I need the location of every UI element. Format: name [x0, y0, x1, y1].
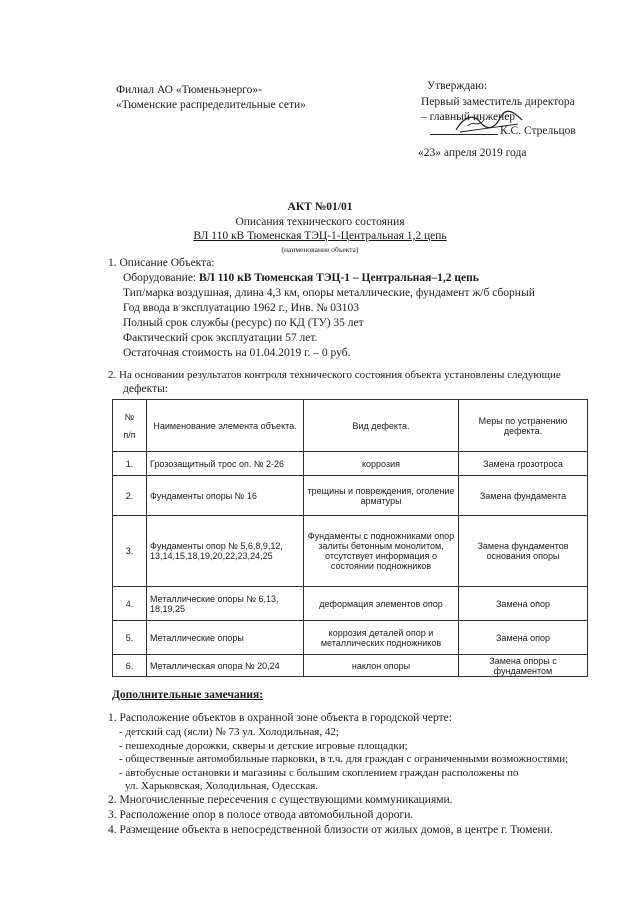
header-fix: Меры по устранению дефекта.: [459, 400, 588, 452]
header-num: [113, 400, 147, 452]
note-sub-item: - общественные автомобильные парковки, в т.ч. для граждан с ограниченными возможностями;: [119, 753, 569, 766]
equipment-value: ВЛ 110 кВ Тюменская ТЭЦ-1 – Центральная–1,2 цепь: [199, 272, 479, 284]
row-num: 3.: [113, 516, 147, 587]
note-item-3: 3. Расположение опор в полосе отвода автомобильной дороги.: [108, 809, 414, 821]
approve-position-line1: Первый заместитель директора: [421, 96, 575, 108]
commission-year-line: Год ввода в эксплуатацию 1962 г., Инв. № 03103: [123, 302, 359, 314]
row-fix: Замена опор: [459, 621, 588, 655]
note-item-4: 4. Размещение объекта в непосредственной близости от жилых домов, в центре г. Тюмени.: [108, 824, 553, 836]
row-defect: коррозия деталей опор и металлических подножников: [304, 621, 459, 655]
row-defect: Фундаменты с подножниками опор залиты бетонным монолитом, отсутствует информация о состоянии подножников: [304, 516, 459, 587]
row-defect: трещины и повреждения, оголение арматуры: [304, 476, 459, 516]
note-sub-item: - детский сад (ясли) № 73 ул. Холодильная, 42;: [119, 726, 339, 738]
row-fix: Замена фундамента: [459, 476, 588, 516]
row-element: Металлические опоры № 6,13, 18,19,25: [147, 587, 304, 621]
row-num: 6.: [113, 655, 147, 677]
org-name-line2: «Тюменские распределительные сети»: [116, 99, 306, 111]
table-row: [113, 452, 588, 476]
row-num: 1.: [113, 452, 147, 476]
note-item-1-sublist: [119, 726, 568, 794]
equipment-label: Оборудование:: [123, 272, 199, 284]
residual-value-line: Остаточная стоимость на 01.04.2019 г. – 0 руб.: [123, 347, 351, 359]
act-subtitle: Описания технического состояния: [235, 216, 405, 228]
row-fix: Замена опоры с фундаментом: [459, 655, 588, 677]
row-num: 4.: [113, 587, 147, 621]
table-row: [113, 516, 588, 587]
approve-name: К.С. Стрельцов: [500, 125, 576, 137]
row-fix: Замена фундаментов основания опоры: [459, 516, 588, 587]
notes-heading: Дополнительные замечания:: [112, 689, 264, 701]
approve-title: Утверждаю:: [427, 80, 488, 92]
header-num-line1: №: [124, 411, 135, 422]
row-element: Металлические опоры: [147, 621, 304, 655]
row-defect: наклон опоры: [304, 655, 459, 677]
note-sub-item: - пешеходные дорожки, скверы и детские игровые площадки;: [119, 739, 408, 752]
note-sub-item: ул. Харьковская, Холодильная, Одесская.: [125, 780, 319, 793]
table-row: [113, 476, 588, 516]
approve-position-line2: – главный инженер: [421, 111, 516, 123]
act-number: АКТ №01/01: [287, 201, 353, 213]
row-num: 5.: [113, 621, 147, 655]
approve-date: «23» апреля 2019 года: [418, 147, 527, 159]
row-defect: деформация элементов опор: [304, 587, 459, 621]
section2-line1: 2. На основании результатов контроля технического состояния объекта установлены следующие: [108, 369, 561, 381]
row-element: Грозозащитный трос оп. № 2-26: [147, 452, 304, 476]
defects-table: [112, 399, 588, 677]
table-header-row: [113, 400, 588, 452]
table-row: [113, 621, 588, 655]
note-item-1: 1. Расположение объектов в охранной зоне объекта в городской черте:: [108, 712, 452, 724]
actual-life-line: Фактический срок эксплуатации 57 лет.: [123, 332, 318, 344]
section2-line2: дефекты:: [123, 383, 169, 395]
row-fix: Замена опор: [459, 587, 588, 621]
table-row: [113, 587, 588, 621]
row-num: 2.: [113, 476, 147, 516]
note-sub-item: - автобусные остановки и магазины с большим скоплением граждан расположены по: [119, 766, 519, 779]
header-name: Наименование элемента объекта.: [147, 400, 304, 452]
signature-line: [430, 134, 498, 135]
row-element: Фундаменты опоры № 16: [147, 476, 304, 516]
equipment-line: [123, 272, 479, 284]
row-element: Металлическая опора № 20,24: [147, 655, 304, 677]
section1-heading: 1. Описание Объекта:: [108, 257, 215, 269]
row-element: Фундаменты опор № 5,6,8,9,12, 13,14,15,18,19,20,22,23,24,25: [147, 516, 304, 587]
object-caption: (наименование объекта): [281, 245, 359, 254]
table-row: [113, 655, 588, 677]
org-name-line1: Филиал АО «Тюменьэнерго»-: [116, 84, 262, 96]
row-defect: коррозия: [304, 452, 459, 476]
act-object: ВЛ 110 кВ Тюменская ТЭЦ-1-Центральная 1,2 цепь: [193, 230, 447, 242]
service-life-line: Полный срок службы (ресурс) по КД (ТУ) 35 лет: [123, 317, 364, 329]
header-defect: Вид дефекта.: [304, 400, 459, 452]
header-num-line2: п/п: [123, 429, 136, 440]
note-item-2: 2. Многочисленные пересечения с существующими коммуникациями.: [108, 794, 453, 806]
object-type-line: Тип/марка воздушная, длина 4,3 км, опоры металлические, фундамент ж/б сборный: [123, 287, 535, 299]
row-fix: Замена грозотроса: [459, 452, 588, 476]
